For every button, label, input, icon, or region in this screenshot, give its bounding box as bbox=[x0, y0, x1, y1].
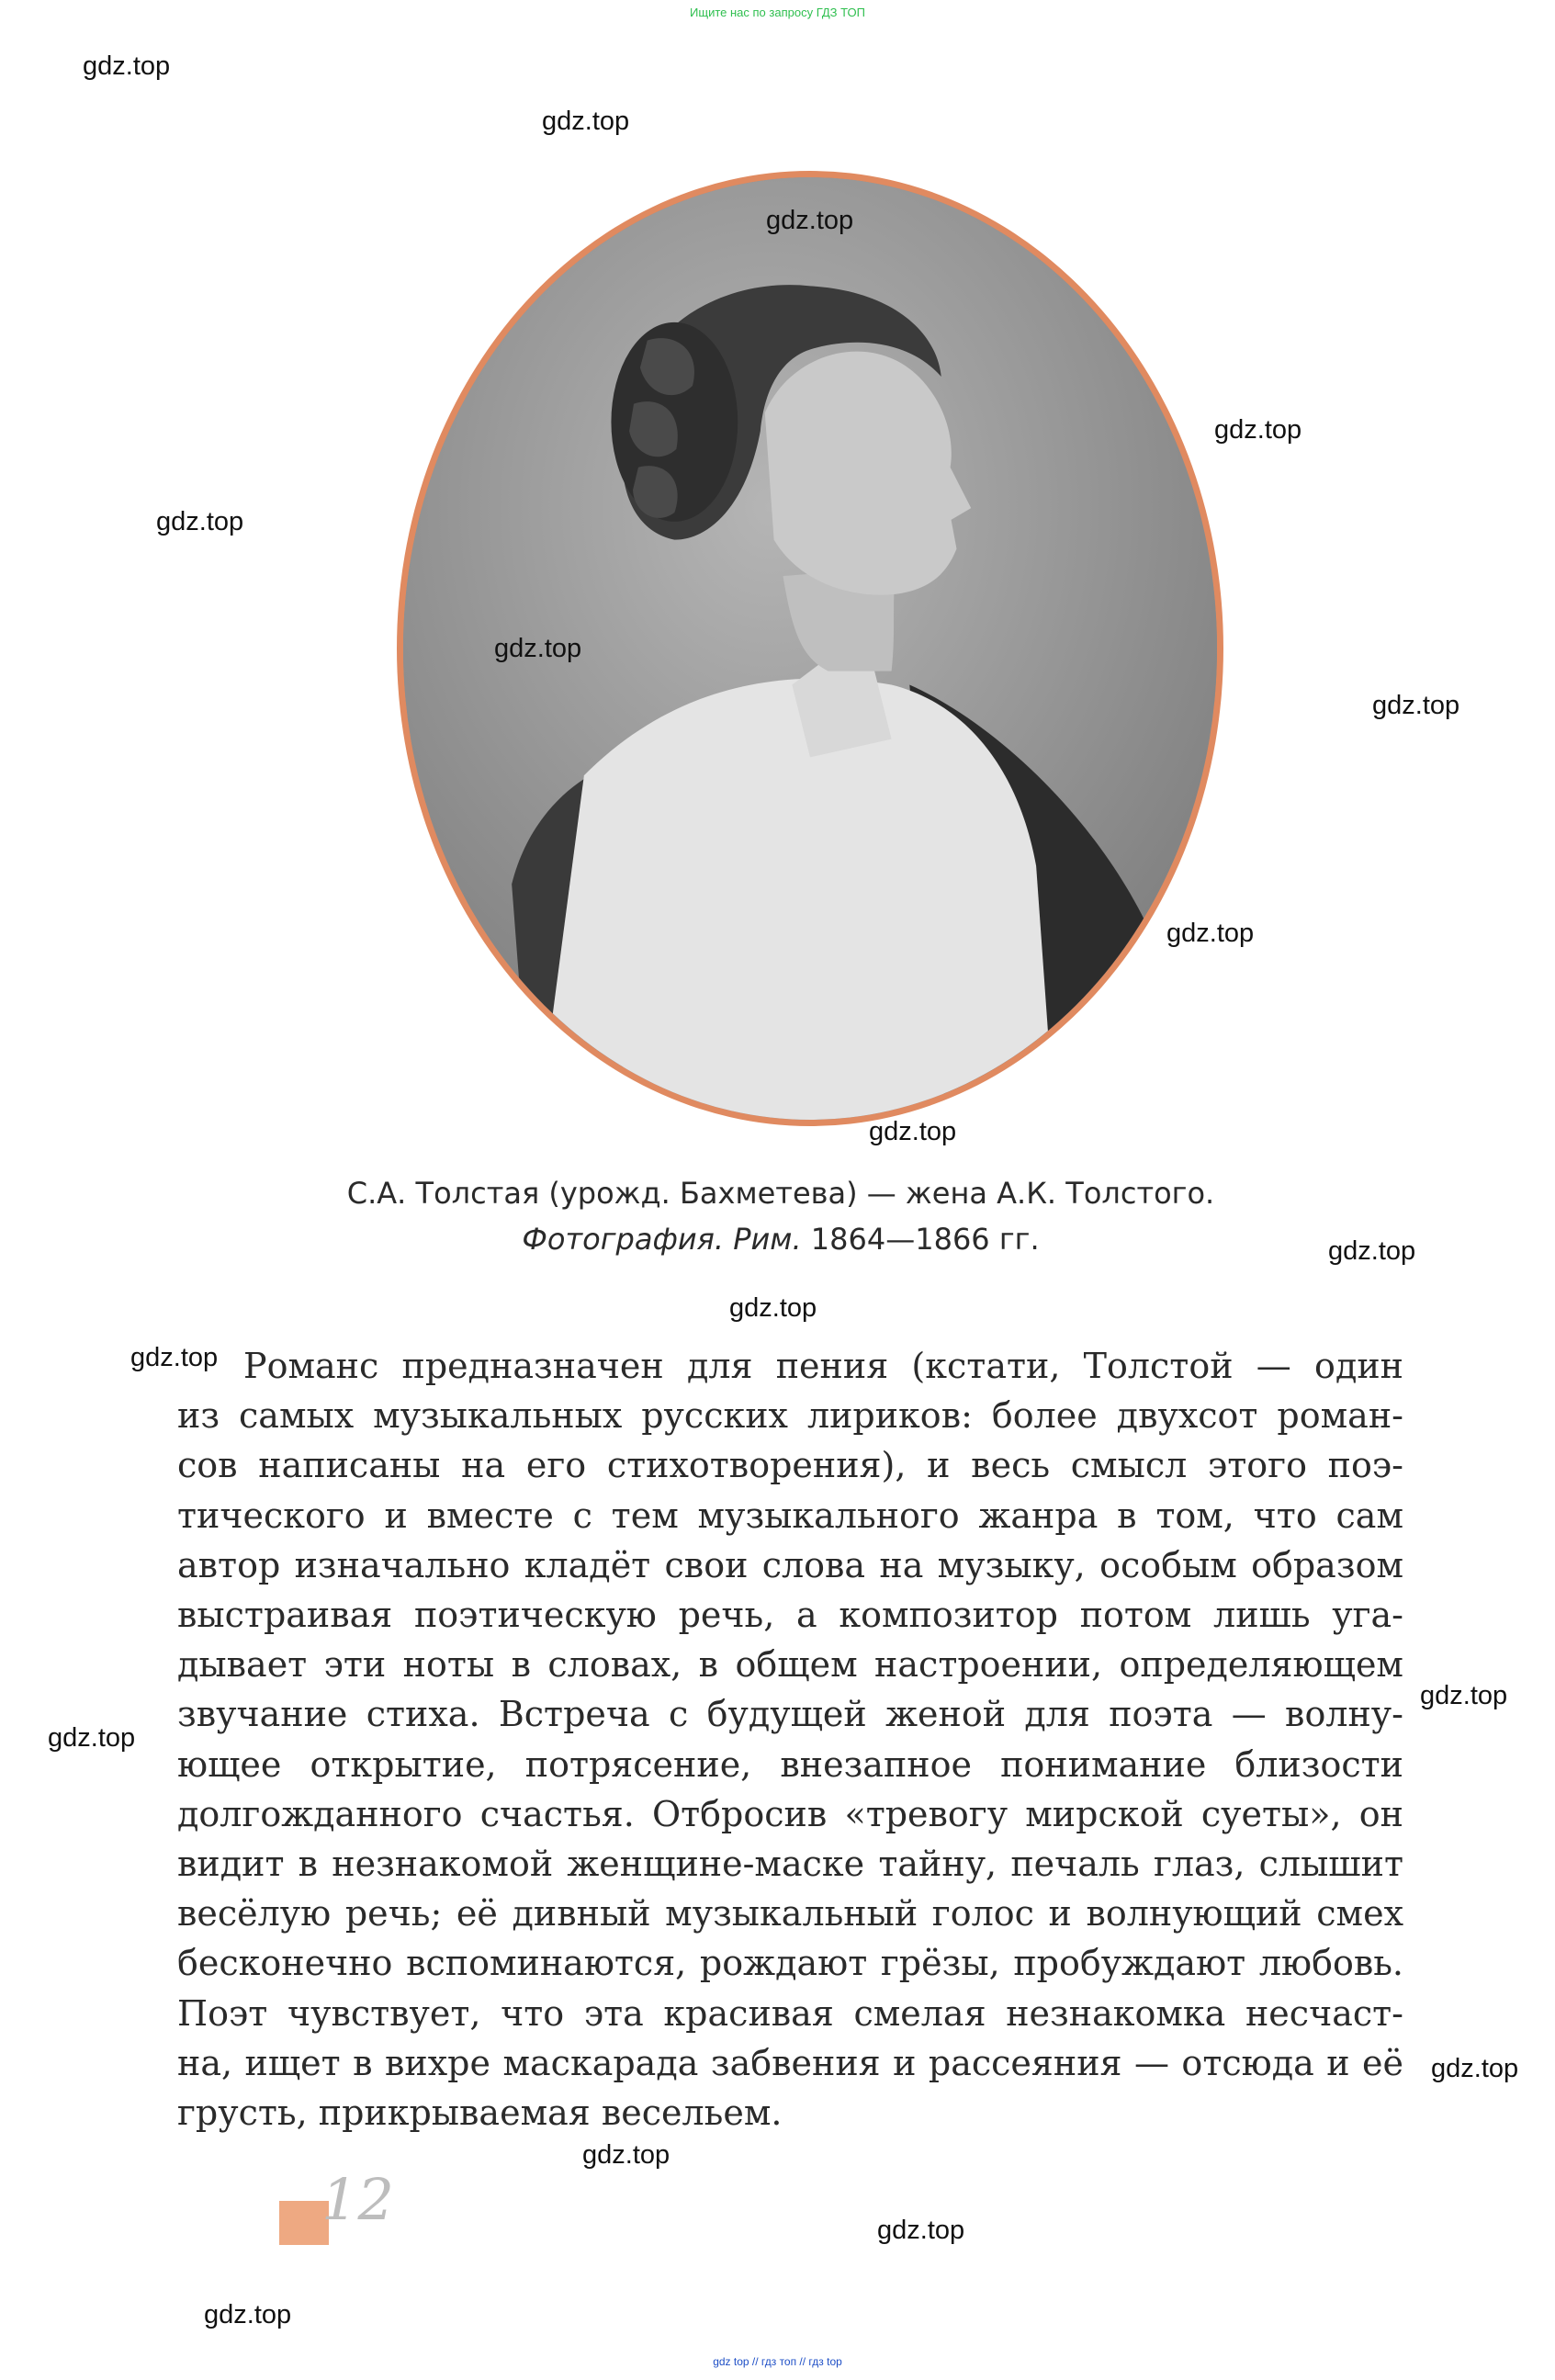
watermark: gdz.top bbox=[204, 2300, 292, 2329]
body-line: автор изначально кладёт свои слова на музыку, особым образом bbox=[177, 1544, 1403, 1585]
body-line: звучание стиха. Встреча с будущей женой для поэта — волну- bbox=[177, 1694, 1403, 1735]
watermark: gdz.top bbox=[48, 1723, 136, 1753]
photo-caption-italic: Фотография. Рим. bbox=[522, 1222, 802, 1257]
body-line: тического и вместе с тем музыкального жанра в том, что сам bbox=[177, 1495, 1403, 1536]
watermark: gdz.top bbox=[582, 2140, 670, 2170]
watermark: gdz.top bbox=[1431, 2054, 1519, 2083]
photo-caption-line2 bbox=[184, 1222, 1378, 1257]
watermark: gdz.top bbox=[729, 1293, 817, 1323]
header-note: Ищите нас по запросу ГДЗ ТОП bbox=[690, 6, 865, 19]
watermark: gdz.top bbox=[542, 107, 630, 136]
body-line: Поэт чувствует, что эта красивая смелая незнакомка несчаст- bbox=[177, 1992, 1403, 2034]
body-line: грусть, прикрываемая весельем. bbox=[177, 2092, 783, 2134]
body-line: сов написаны на его стихотворения), и весь смысл этого поэ- bbox=[177, 1445, 1403, 1486]
body-line: дывает эти ноты в словах, в общем настроении, определяющем bbox=[177, 1644, 1403, 1686]
body-line: долгожданного счастья. Отбросив «тревогу мирской суеты», он bbox=[177, 1793, 1403, 1834]
watermark: gdz.top bbox=[494, 634, 582, 663]
watermark: gdz.top bbox=[156, 507, 244, 536]
watermark: gdz.top bbox=[869, 1117, 957, 1146]
watermark: gdz.top bbox=[877, 2216, 965, 2245]
photo-caption-dates: 1864—1866 гг. bbox=[801, 1222, 1040, 1257]
watermark: gdz.top bbox=[130, 1343, 219, 1372]
body-line: видит в незнакомой женщине-маске тайну, печаль глаз, слышит bbox=[177, 1844, 1403, 1885]
body-line: Романс предназначен для пения (кстати, Толстой — один bbox=[243, 1346, 1403, 1386]
body-line: ющее открытие, потрясение, внезапное понимание близости bbox=[177, 1743, 1403, 1785]
body-line: выстраивая поэтическую речь, а композитор потом лишь уга- bbox=[177, 1595, 1403, 1636]
page-number: 12 bbox=[321, 2166, 394, 2233]
body-paragraph bbox=[177, 1341, 1403, 2137]
watermark: gdz.top bbox=[1420, 1681, 1508, 1710]
watermark: gdz.top bbox=[83, 51, 171, 81]
watermark: gdz.top bbox=[1166, 919, 1255, 948]
photo-caption-line1: С.А. Толстая (урожд. Бахметева) — жена А.К. Толстого. bbox=[346, 1176, 1215, 1211]
body-line: из самых музыкальных русских лириков: более двухсот роман- bbox=[177, 1395, 1403, 1437]
watermark: gdz.top bbox=[1214, 415, 1302, 445]
watermark: gdz.top bbox=[1372, 691, 1460, 720]
watermark: gdz.top bbox=[1328, 1236, 1416, 1266]
body-line: на, ищет в вихре маскарада забвения и рассеяния — отсюда и её bbox=[177, 2042, 1403, 2083]
watermark: gdz.top bbox=[766, 206, 854, 235]
body-line: весёлую речь; её дивный музыкальный голос и волнующий смех bbox=[177, 1893, 1403, 1934]
body-line: бесконечно вспоминаются, рождают грёзы, пробуждают любовь. bbox=[177, 1943, 1403, 1984]
footer-note: gdz top // гдз топ // гдз top bbox=[713, 2355, 842, 2368]
